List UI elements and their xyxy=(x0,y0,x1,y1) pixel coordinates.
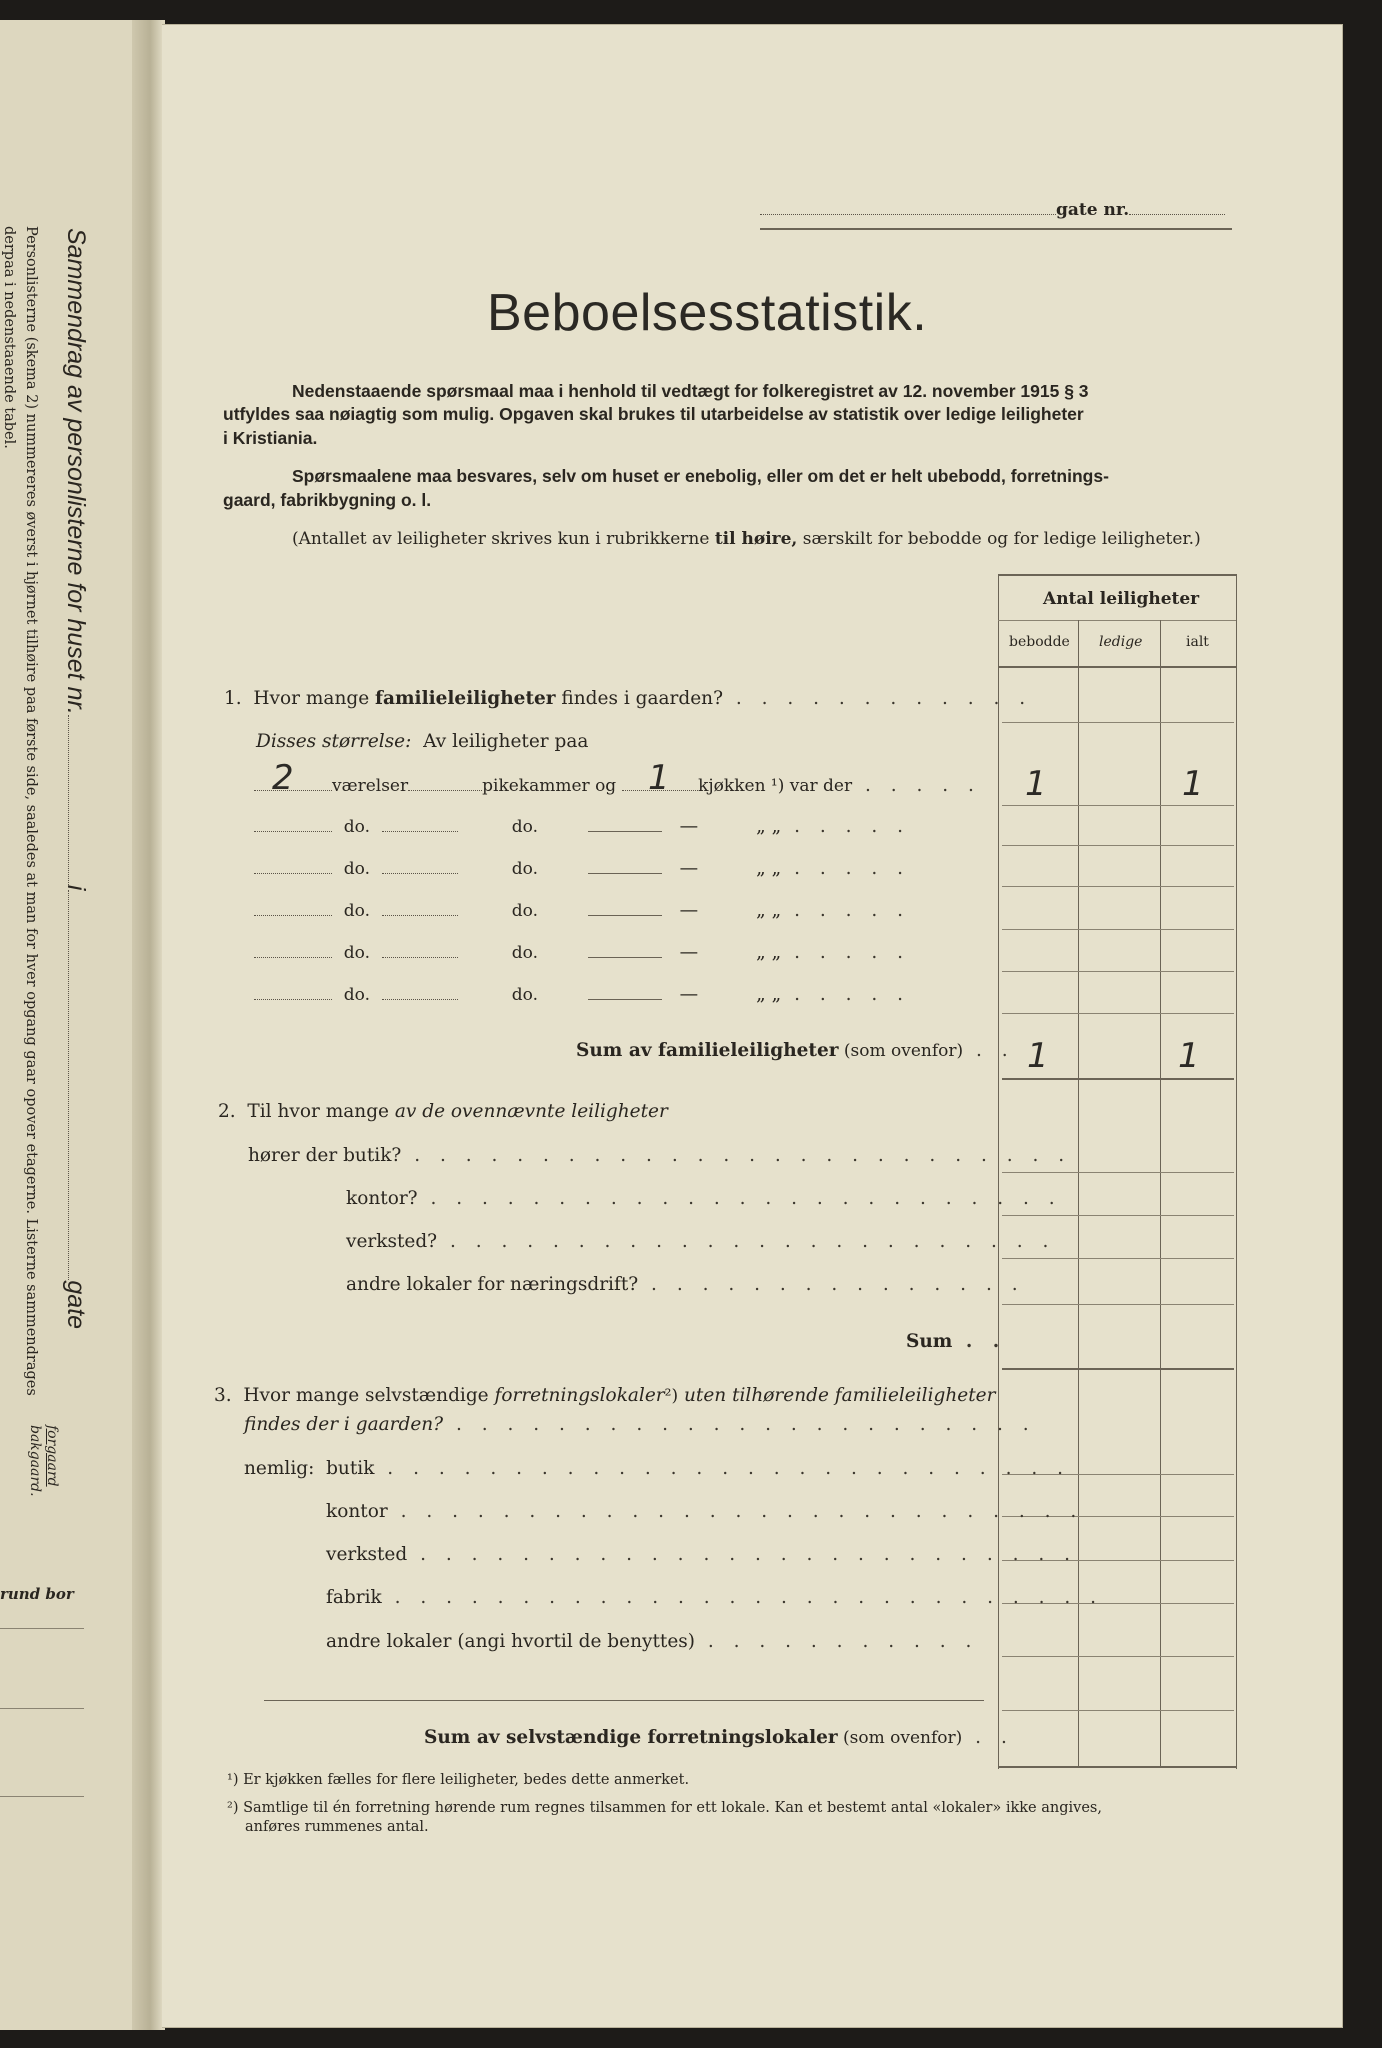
margin-rule-2 xyxy=(0,1708,84,1709)
size-row-do[interactable]: do. do. — „ „ . . . . . xyxy=(254,942,910,963)
q1-line: 1. Hvor mange familieleiligheter findes i gaarden? . . . . . . . . . . . . xyxy=(224,688,1033,709)
col-header-ialt: ialt xyxy=(1186,634,1209,650)
page-title: Beboelsesstatistik. xyxy=(487,284,928,342)
q1-sum-line: Sum av familieleiligheter (som ovenfor) . . xyxy=(576,1040,1015,1061)
table-header-rule xyxy=(998,620,1236,621)
row-rule xyxy=(1002,1710,1234,1711)
table-header-bottom-rule xyxy=(998,666,1236,668)
row-rule xyxy=(1002,1304,1234,1305)
q3-blank-line[interactable] xyxy=(264,1700,984,1701)
margin-grund-bor: rund bor xyxy=(0,1585,74,1603)
gate-nr-underline xyxy=(760,228,1232,230)
intro-line-4: Spørsmaalene maa besvares, selv om huset er enebolig, eller om det er helt ubebodd, forretnings- xyxy=(292,466,1109,486)
hw-kjokken: 1 xyxy=(648,758,670,798)
intro-line-3: i Kristiania. xyxy=(223,428,318,448)
row-rule xyxy=(1002,1258,1234,1259)
intro-line-5: gaard, fabrikbygning o. l. xyxy=(223,490,432,510)
q3-butik: nemlig: butik . . . . . . . . . . . . . . . . . . . . . . . . . . . xyxy=(244,1458,1070,1479)
q1-size-line: Disses størrelse: Av leiligheter paa xyxy=(256,731,589,752)
col-divider-2 xyxy=(1160,620,1161,1768)
gate-nr-label: gate nr. xyxy=(1056,200,1130,220)
size-row-do[interactable]: do. do. — „ „ . . . . . xyxy=(254,858,910,879)
footnote-2-line-2: anføres rummenes antal. xyxy=(245,1819,429,1835)
q3-line-2: findes der i gaarden? . . . . . . . . . . . . . . . . . . . . . . . xyxy=(244,1414,1036,1435)
row-rule xyxy=(1002,1215,1234,1216)
gate-nr-field[interactable] xyxy=(760,200,1225,220)
q3-sum-line: Sum av selvstændige forretningslokaler (som ovenfor) . . xyxy=(424,1727,1014,1748)
intro-line-1: Nedenstaaende spørsmaal maa i henhold til vedtægt for folkeregistret av 12. november 1915 § 3 xyxy=(292,381,1089,401)
margin-rule-3 xyxy=(0,1796,84,1797)
q2-verksted: verksted? . . . . . . . . . . . . . . . . . . . . . . . . xyxy=(346,1231,1056,1252)
table-top-rule xyxy=(998,574,1236,576)
size-row-do[interactable]: do. do. — „ „ . . . . . xyxy=(254,816,910,837)
footnote-1: ¹) Er kjøkken fælles for flere leiligheter, bedes dette anmerket. xyxy=(227,1772,690,1788)
hw-vaerelser: 2 xyxy=(272,758,294,798)
row-rule xyxy=(1002,722,1234,723)
margin-forgaard: forgaard bakgaard. xyxy=(27,1425,60,1497)
margin-note: Personlisterne (skema 2) nummereres øverst i hjørnet tilhøire paa første side, saaledes at man for hver opgang gaar opover etagerne. Listerne sammendrages derpaa i nedenstaaende tabel. xyxy=(1,226,39,1396)
row-rule xyxy=(1002,929,1234,930)
size-row-1[interactable]: værelser pikekammer og kjøkken ¹) var der . . . . . xyxy=(254,775,981,796)
row-rule xyxy=(1002,971,1234,972)
q3-kontor: kontor . . . . . . . . . . . . . . . . . . . . . . . . . . . xyxy=(326,1501,1084,1522)
q2-andre: andre lokaler for næringsdrift? . . . . . . . . . . . . . . . xyxy=(346,1274,1025,1295)
hw-bebodde: 1 xyxy=(1025,764,1047,804)
hw-ialt: 1 xyxy=(1182,764,1204,804)
q3-andre: andre lokaler (angi hvortil de benyttes) . . . . . . . . . . . xyxy=(326,1631,979,1652)
col-header-ledige: ledige xyxy=(1099,634,1143,650)
sum1-rule xyxy=(1002,1078,1234,1080)
table-bottom-rule xyxy=(998,1766,1236,1768)
q3-verksted: verksted . . . . . . . . . . . . . . . . . . . . . . . . . . xyxy=(326,1544,1077,1565)
col-header-bebodde: bebodde xyxy=(1009,634,1070,650)
margin-rule-1 xyxy=(0,1628,84,1629)
row-rule xyxy=(1002,1172,1234,1173)
table-right-rule xyxy=(1236,574,1237,1769)
row-rule xyxy=(1002,845,1234,846)
book-spine xyxy=(132,20,162,2030)
size-row-do[interactable]: do. do. — „ „ . . . . . xyxy=(254,984,910,1005)
row-rule xyxy=(1002,1013,1234,1014)
hw-sum-ialt: 1 xyxy=(1178,1036,1200,1076)
table-title: Antal leiligheter xyxy=(1043,589,1200,609)
q2-butik: hører der butik? . . . . . . . . . . . . . . . . . . . . . . . . . . xyxy=(248,1145,1072,1166)
margin-heading: Sammendrag av personlisterne for huset nr.igate xyxy=(62,228,90,1330)
q2-kontor: kontor? . . . . . . . . . . . . . . . . . . . . . . . . . xyxy=(346,1188,1062,1209)
footnote-2-line-1: ²) Samtlige til én forretning hørende rum regnes tilsammen for ett lokale. Kan et bestemt antal «lokaler» ikke angives, xyxy=(227,1800,1102,1816)
size-row-do[interactable]: do. do. — „ „ . . . . . xyxy=(254,900,910,921)
intro-line-6: (Antallet av leiligheter skrives kun i rubrikkerne til høire, særskilt for bebodde og for ledige leiligheter.) xyxy=(292,529,1201,549)
row-rule xyxy=(1002,886,1234,887)
row-rule xyxy=(1002,805,1234,806)
q2-sum: Sum . . xyxy=(906,1331,1007,1352)
q2-line: 2. Til hvor mange av de ovennævnte leiligheter xyxy=(218,1101,668,1122)
sum2-rule xyxy=(1002,1368,1234,1370)
q3-fabrik: fabrik . . . . . . . . . . . . . . . . . . . . . . . . . . . . xyxy=(326,1587,1104,1608)
intro-line-2: utfyldes saa nøiagtig som mulig. Opgaven skal brukes til utarbeidelse av statistik over ledige leiligheter xyxy=(223,404,1084,424)
hw-sum-bebodde: 1 xyxy=(1027,1036,1049,1076)
q3-line: 3. Hvor mange selvstændige forretningslokaler²) uten tilhørende familieleiligheter xyxy=(214,1385,996,1406)
row-rule xyxy=(1002,1656,1234,1657)
